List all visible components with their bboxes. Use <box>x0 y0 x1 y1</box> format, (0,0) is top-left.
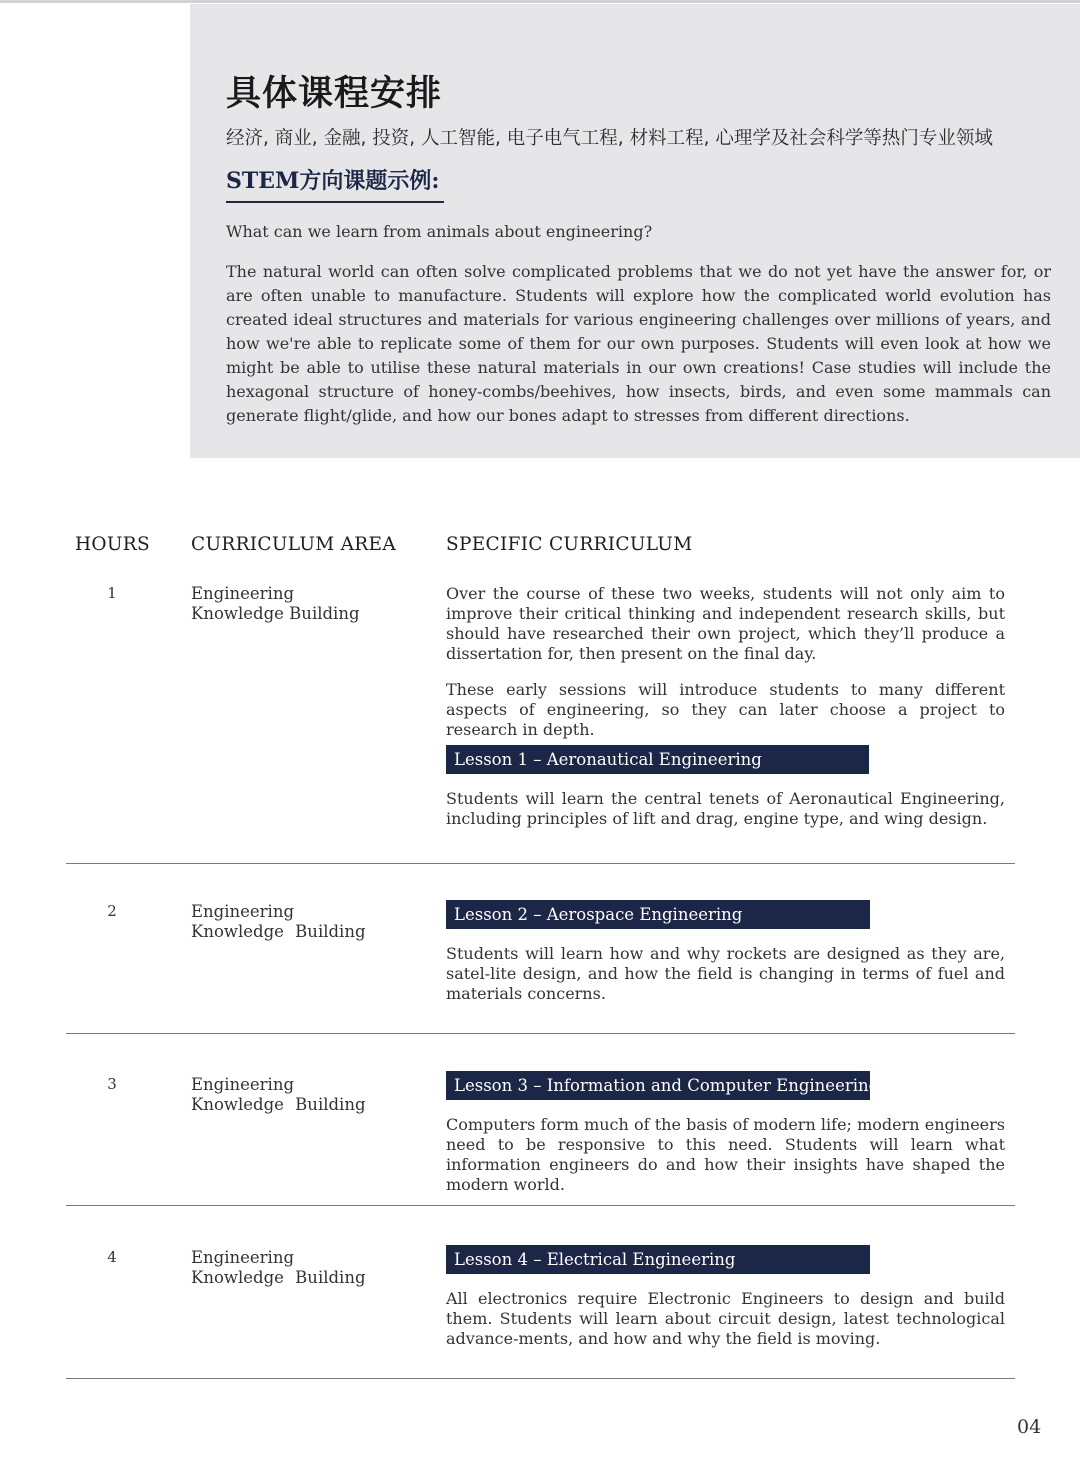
early-sessions-text: These early sessions will introduce students to many different aspects of engineering, so they can later choose a project to research in depth. <box>446 680 1005 739</box>
lesson-description: Students will learn the central tenets of Aeronautical Engineering, including principles of lift and drag, engine type, and wing design. <box>446 789 1005 828</box>
hour-number: 2 <box>107 902 117 920</box>
curriculum-area: Engineering Knowledge Building <box>191 584 360 623</box>
column-header-specific-curriculum: SPECIFIC CURRICULUM <box>446 534 693 555</box>
row-divider <box>66 1033 1015 1034</box>
topic-question: What can we learn from animals about engineering? <box>226 222 653 241</box>
curriculum-area: Engineering Knowledge Building <box>191 902 366 941</box>
column-header-curriculum-area: CURRICULUM AREA <box>191 534 397 555</box>
topic-description: The natural world can often solve complicated problems that we do not yet have the answer for, or are often unable to manufacture. Students will explore how the complicated world evolution has created ideal structures and materials for various engineering challenges over millions of years, and how we're able to replicate some of them for our own purposes. Students will even look at how we might be able to utilise these natural materials in our own creations! Case studies will include the hexagonal structure of honey-combs/beehives, how insects, birds, and even some mammals can generate flight/glide, and how our bones adapt to stresses from different directions. <box>226 262 1051 425</box>
column-header-hours: HOURS <box>75 534 150 555</box>
lesson-description: Computers form much of the basis of modern life; modern engineers need to be responsive to this need. Students will learn what information engineers do and how their insights have shaped the modern world. <box>446 1115 1005 1194</box>
hour-number: 3 <box>107 1075 117 1093</box>
lesson-title-bar: Lesson 2 – Aerospace Engineering <box>446 900 870 929</box>
row-divider <box>66 863 1015 864</box>
page-title: 具体课程安排 <box>226 74 443 114</box>
course-overview-text: Over the course of these two weeks, students will not only aim to improve their critical thinking and independent research skills, but should have researched their own project, which they’ll produce a dissertation for, then present on the final day. <box>446 584 1005 663</box>
curriculum-area: Engineering Knowledge Building <box>191 1075 366 1114</box>
lesson-description: All electronics require Electronic Engineers to design and build them. Students will learn about circuit design, latest technological advance-ments, and how and why the field is moving. <box>446 1289 1005 1348</box>
hour-number: 1 <box>107 584 117 602</box>
top-border-line <box>0 0 1080 3</box>
lesson-description: Students will learn how and why rockets are designed as they are, satel-lite design, and how the field is changing in terms of fuel and materials concerns. <box>446 944 1005 1003</box>
row-divider <box>66 1205 1015 1206</box>
row-divider <box>66 1378 1015 1379</box>
lesson-title-bar: Lesson 1 – Aeronautical Engineering <box>446 745 869 774</box>
curriculum-area: Engineering Knowledge Building <box>191 1248 366 1287</box>
fields-subtitle: 经济, 商业, 金融, 投资, 人工智能, 电子电气工程, 材料工程, 心理学及社会科学等热门专业领域 <box>226 128 993 149</box>
lesson-title-bar: Lesson 3 – Information and Computer Engineering <box>446 1071 870 1100</box>
lesson-title-bar: Lesson 4 – Electrical Engineering <box>446 1245 870 1274</box>
stem-section-title: STEM方向课题示例: <box>226 164 444 203</box>
page-number: 04 <box>1017 1416 1042 1438</box>
hour-number: 4 <box>107 1248 117 1266</box>
